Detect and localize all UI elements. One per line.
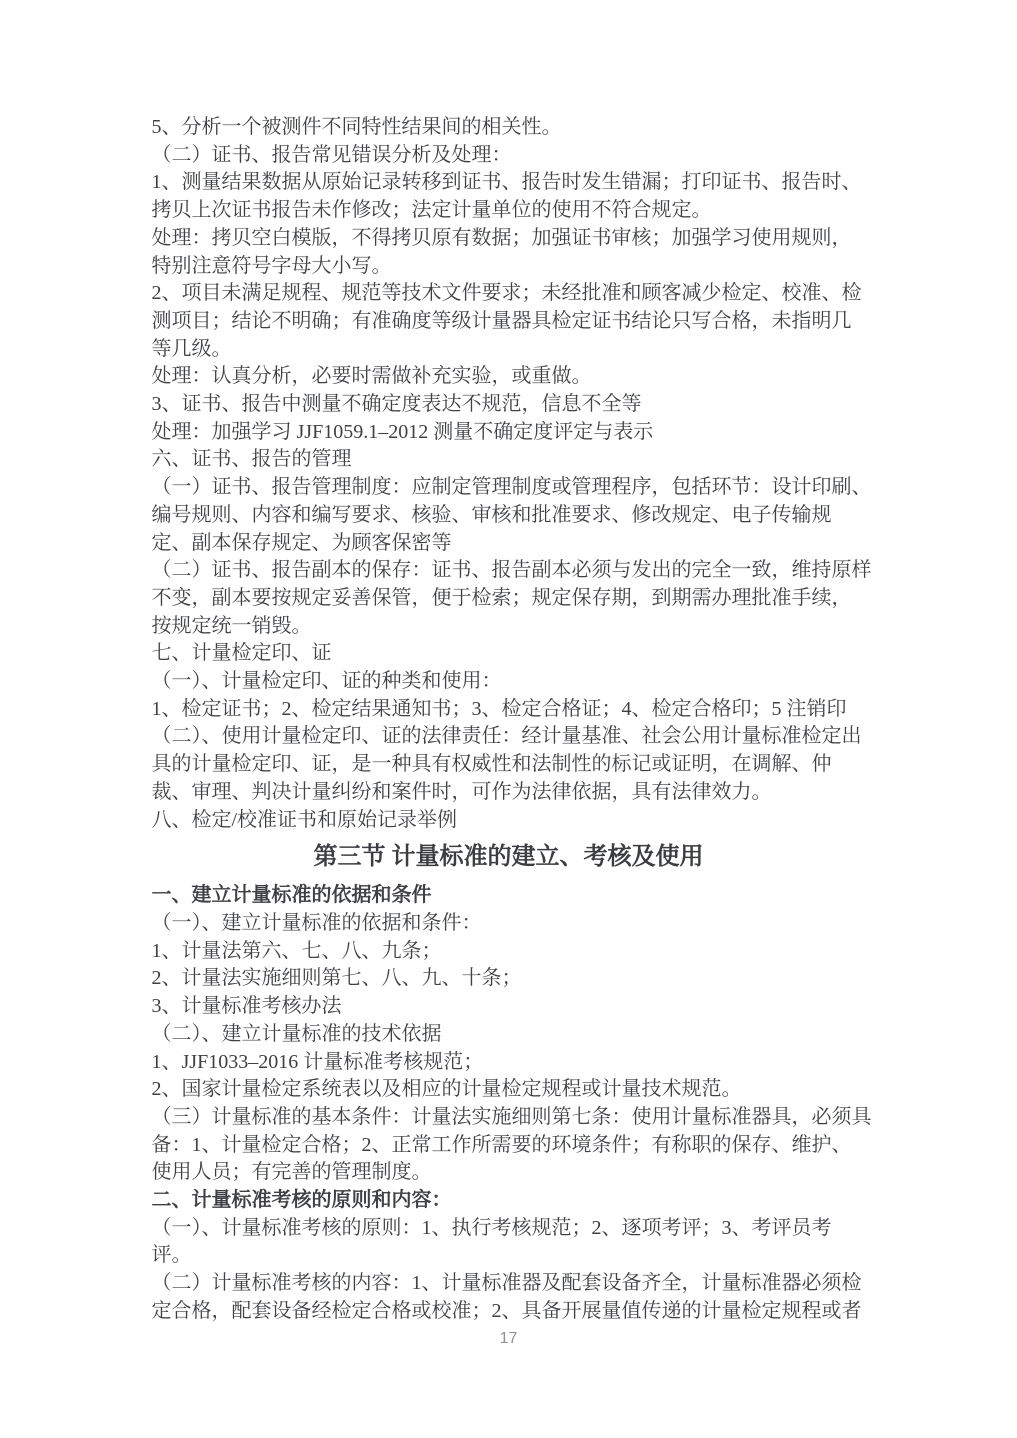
- text-line: 六、证书、报告的管理: [151, 448, 352, 471]
- text-line: 2、国家计量检定系统表以及相应的计量检定规程或计量技术规范。: [151, 1078, 742, 1101]
- text-line: （一）证书、报告管理制度：应制定管理制度或管理程序，包括环节：设计印刷、: [151, 476, 872, 499]
- text-line: （二）、建立计量标准的技术依据: [151, 1022, 442, 1045]
- page-number: 17: [499, 1330, 518, 1347]
- text-line: （一）、建立计量标准的依据和条件：: [151, 911, 482, 934]
- text-line: （一）、计量标准考核的原则：1、执行考核规范；2、逐项考评；3、考评员考: [151, 1216, 832, 1239]
- text-line: （二）证书、报告常见错误分析及处理：: [151, 143, 512, 166]
- text-line: 使用人员；有完善的管理制度。: [151, 1161, 432, 1184]
- text-line: 备：1、计量检定合格；2、正常工作所需要的环境条件；有称职的保存、维护、: [151, 1133, 852, 1156]
- text-line: 处理：加强学习 JJF1059.1–2012 测量不确定度评定与表示: [151, 420, 654, 443]
- text-line: 二、计量标准考核的原则和内容：: [151, 1189, 452, 1212]
- text-line: 2、计量法实施细则第七、八、九、十条；: [151, 967, 522, 990]
- text-line: 八、检定/校准证书和原始记录举例: [151, 808, 458, 831]
- text-line: 定、副本保存规定、为顾客保密等: [151, 531, 452, 554]
- text-line: 1、测量结果数据从原始记录转移到证书、报告时发生错漏；打印证书、报告时、: [151, 171, 862, 194]
- section-heading: 第三节 计量标准的建立、考核及使用: [313, 844, 704, 871]
- text-line: 处理：拷贝空白模版，不得拷贝原有数据；加强证书审核；加强学习使用规则，: [151, 226, 852, 249]
- text-line: （二）证书、报告副本的保存：证书、报告副本必须与发出的完全一致，维持原样: [151, 559, 872, 582]
- text-line: 拷贝上次证书报告未作修改；法定计量单位的使用不符合规定。: [151, 199, 712, 222]
- text-line: 不变，副本要按规定妥善保管，便于检索；规定保存期，到期需办理批准手续，: [151, 586, 852, 609]
- text-line: 1、检定证书；2、检定结果通知书；3、检定合格证；4、检定合格印；5 注销印: [151, 697, 847, 720]
- text-line: 裁、审理、判决计量纠纷和案件时，可作为法律依据，具有法律效力。: [151, 780, 772, 803]
- text-block-measurement-standards: [151, 882, 872, 1325]
- text-block-certificates: [151, 114, 872, 834]
- text-line: 一、建立计量标准的依据和条件: [151, 884, 432, 907]
- text-line: 1、JJF1033–2016 计量标准考核规范；: [151, 1050, 484, 1073]
- text-line: （二）、使用计量检定印、证的法律责任：经计量基准、社会公用计量标准检定出: [151, 725, 862, 748]
- text-line: 1、计量法第六、七、八、九条；: [151, 939, 442, 962]
- text-line: 具的计量检定印、证，是一种具有权威性和法制性的标记或证明，在调解、仲: [151, 753, 832, 776]
- text-line: 编号规则、内容和编写要求、核验、审核和批准要求、修改规定、电子传输规: [151, 503, 832, 526]
- text-line: （三）计量标准的基本条件：计量法实施细则第七条：使用计量标准器具，必须具: [151, 1105, 872, 1128]
- text-line: 七、计量检定印、证: [151, 642, 332, 665]
- text-line: （一）、计量检定印、证的种类和使用：: [151, 670, 502, 693]
- text-line: 5、分析一个被测件不同特性结果间的相关性。: [151, 116, 562, 138]
- text-line: 评。: [151, 1244, 192, 1267]
- text-line: （二）计量标准考核的内容：1、计量标准器及配套设备齐全，计量标准器必须检: [151, 1272, 862, 1295]
- text-line: 定合格，配套设备经检定合格或校准；2、具备开展量值传递的计量检定规程或者: [151, 1299, 862, 1322]
- document-content: [151, 0, 872, 1326]
- text-line: 按规定统一销毁。: [151, 614, 312, 637]
- text-line: 特别注意符号字母大小写。: [151, 254, 392, 277]
- text-line: 等几级。: [151, 337, 232, 360]
- text-line: 测项目；结论不明确；有准确度等级计量器具检定证书结论只写合格，未指明几: [151, 309, 852, 332]
- text-line: 处理：认真分析，必要时需做补充实验，或重做。: [151, 365, 592, 388]
- text-line: 2、项目未满足规程、规范等技术文件要求；未经批准和顾客减少检定、校准、检: [151, 282, 862, 305]
- text-line: 3、证书、报告中测量不确定度表达不规范，信息不全等: [151, 393, 642, 416]
- text-line: 3、计量标准考核办法: [151, 995, 342, 1018]
